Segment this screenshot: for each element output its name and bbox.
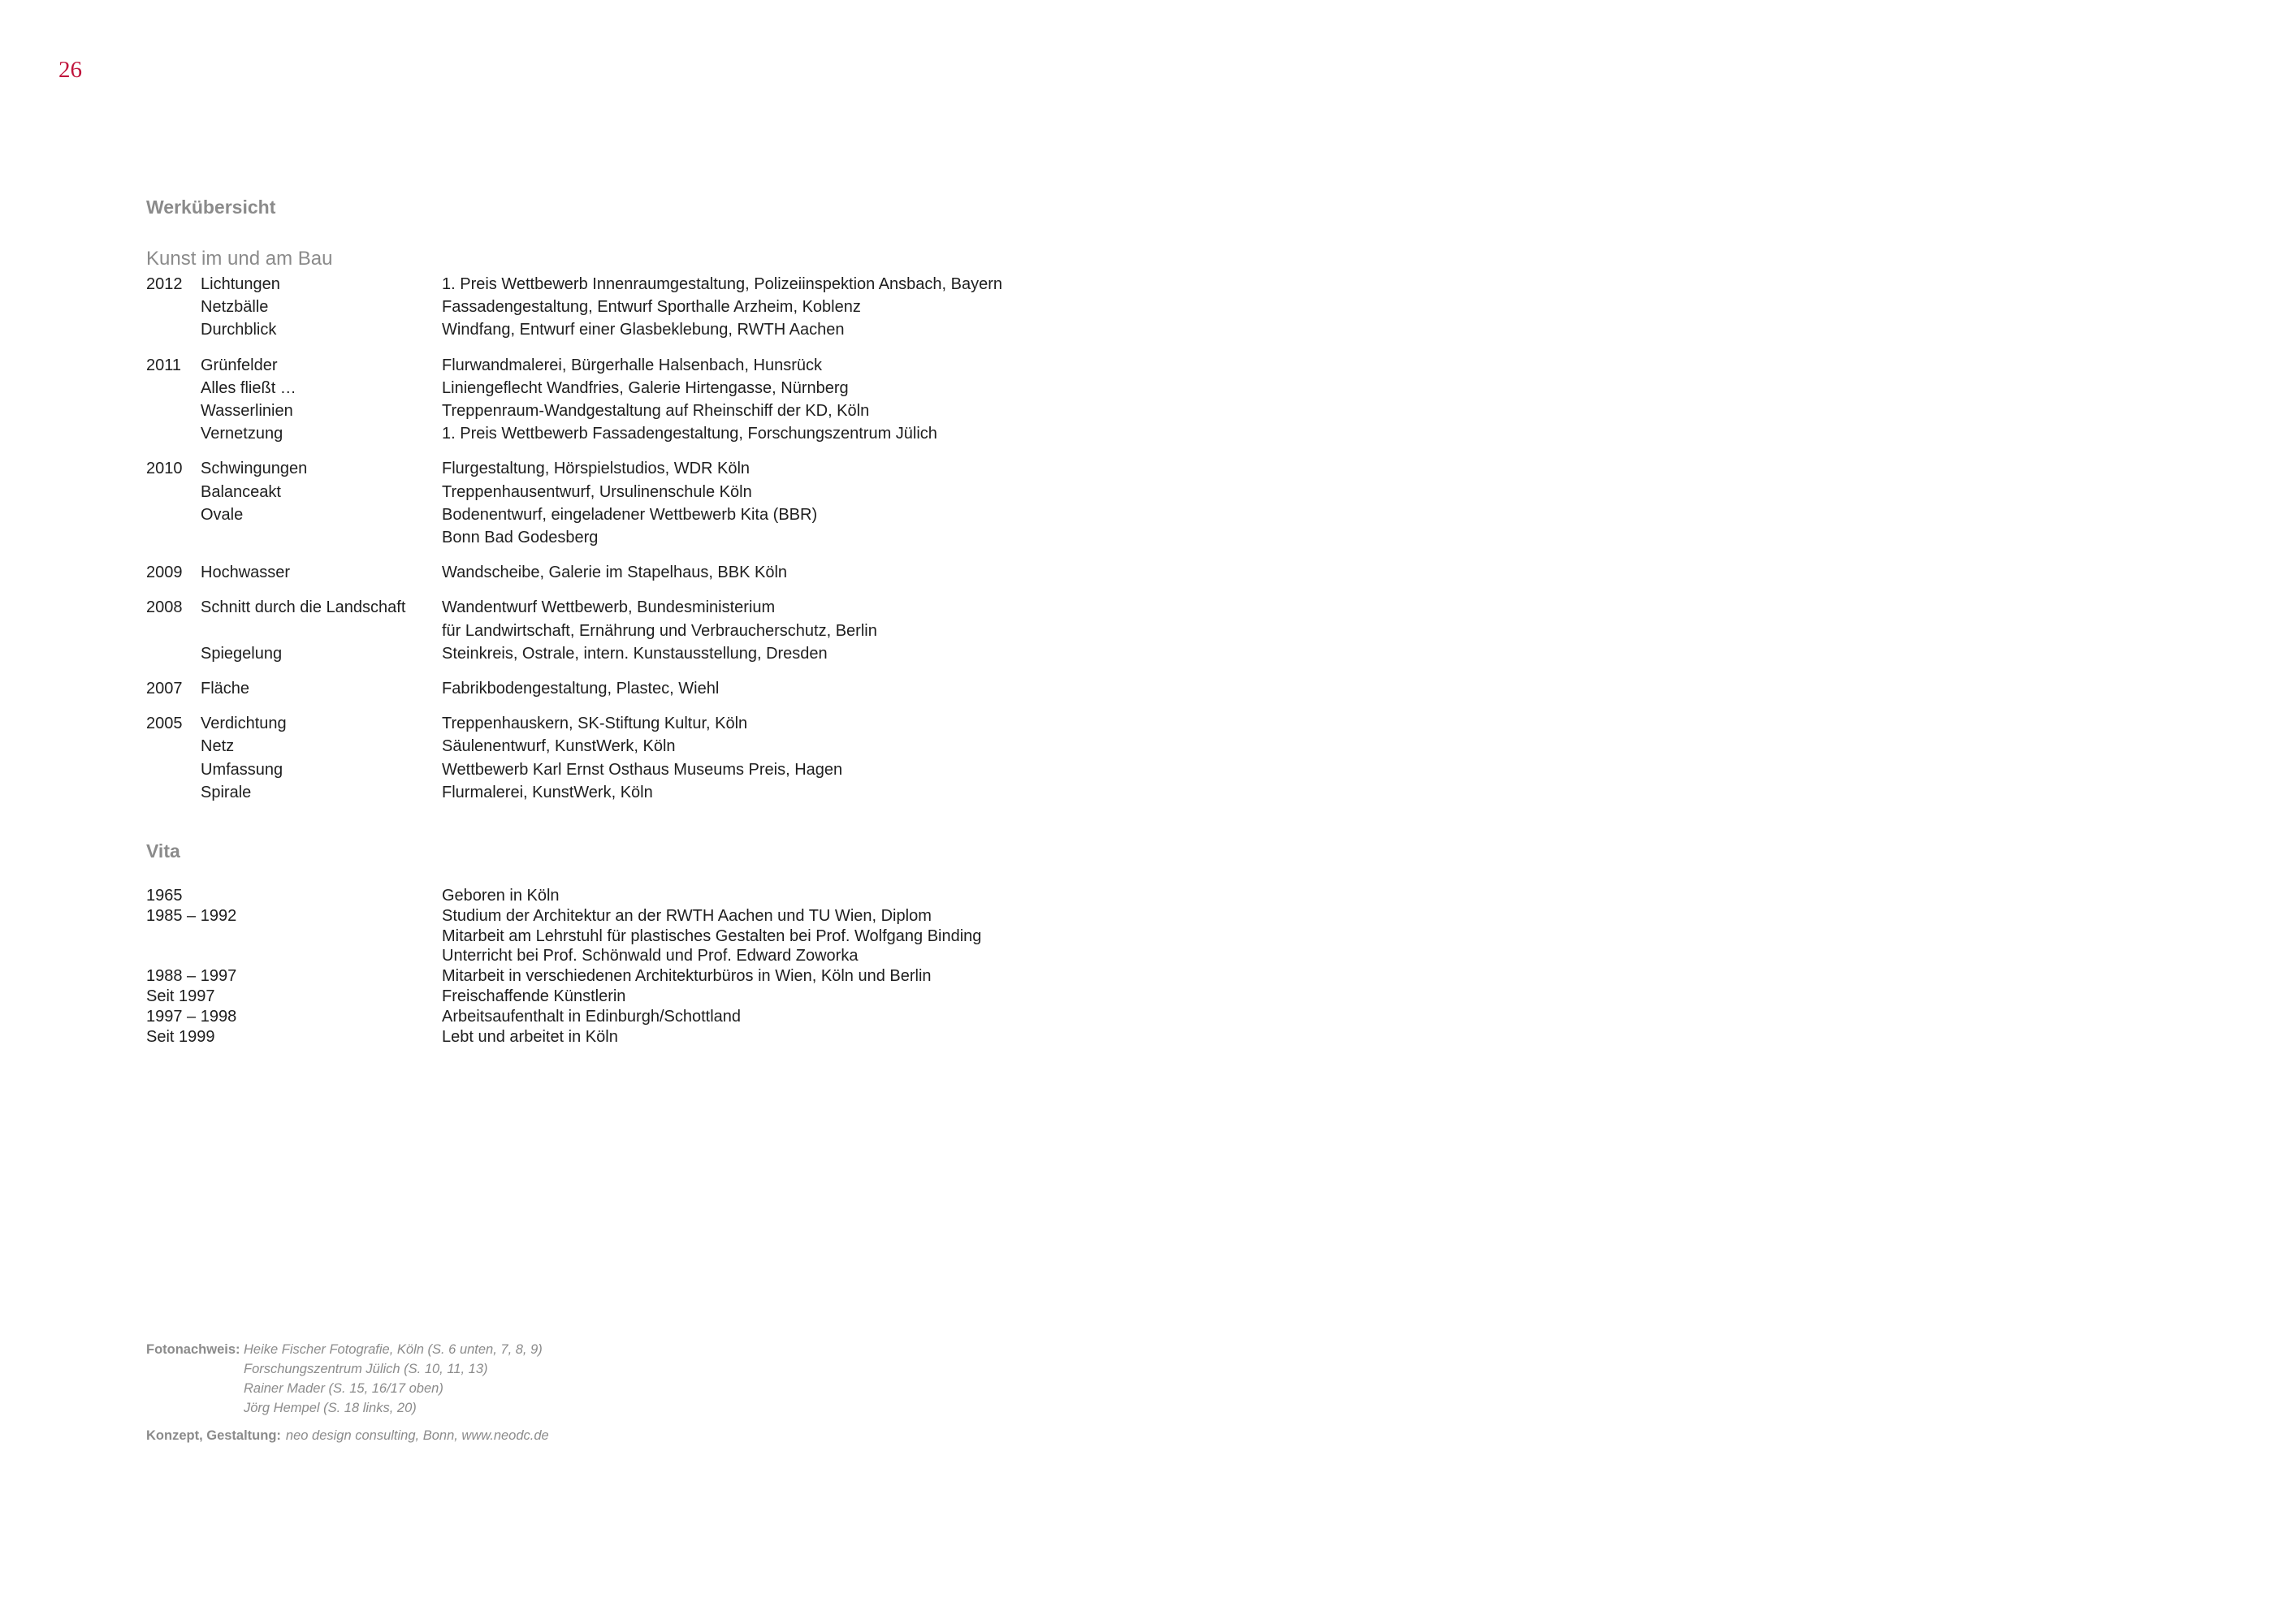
vita-date: Seit 1999 xyxy=(146,1027,215,1046)
vita-entry xyxy=(146,926,1283,947)
photo-credit-line xyxy=(146,1359,549,1379)
page-number: 26 xyxy=(58,57,82,83)
vita-heading: Vita xyxy=(146,840,180,862)
werk-title: Balanceakt xyxy=(201,482,281,501)
werk-year: 2011 xyxy=(146,356,182,374)
photo-credit-value: Rainer Mader (S. 15, 16/17 oben) xyxy=(244,1381,443,1396)
werk-title: Lichtungen xyxy=(201,275,280,293)
vita-text: Freischaffende Künstlerin xyxy=(442,987,626,1006)
photo-credit-line xyxy=(146,1379,549,1398)
werk-description: Treppenhauskern, SK-Stiftung Kultur, Köln xyxy=(442,715,748,733)
werk-description: Flurmalerei, KunstWerk, Köln xyxy=(442,783,653,801)
vita-text: Unterricht bei Prof. Schönwald und Prof. Edward Zoworka xyxy=(442,947,859,965)
werk-year: 2010 xyxy=(146,460,183,478)
vita-text: Mitarbeit in verschiedenen Architekturbüros in Wien, Köln und Berlin xyxy=(442,967,932,986)
photo-credit-line xyxy=(146,1398,549,1418)
werk-title: Schwingungen xyxy=(201,460,308,478)
werk-description: Bonn Bad Godesberg xyxy=(442,529,599,547)
werk-description: Flurgestaltung, Hörspielstudios, WDR Köln xyxy=(442,460,751,478)
vita-entry xyxy=(146,1007,1283,1027)
werk-entry xyxy=(146,596,1283,619)
werk-group xyxy=(146,354,1283,446)
werk-list xyxy=(146,273,1283,804)
vita-entry xyxy=(146,987,1283,1007)
vita-date: 1985 – 1992 xyxy=(146,906,237,925)
werk-title: Spiegelung xyxy=(201,644,283,663)
photo-credit-label: Fotonachweis: xyxy=(146,1342,240,1357)
werk-year: 2007 xyxy=(146,680,183,698)
photo-credit-label xyxy=(146,1359,244,1379)
vita-date xyxy=(146,926,442,947)
werk-group xyxy=(146,677,1283,700)
werk-year xyxy=(146,503,201,526)
design-credit-value: neo design consulting, Bonn, www.neodc.de xyxy=(285,1428,549,1443)
werk-title: Vernetzung xyxy=(201,425,283,443)
photo-credit-value: Jörg Hempel (S. 18 links, 20) xyxy=(244,1401,417,1415)
werk-entry xyxy=(146,781,1283,804)
werk-year xyxy=(146,781,201,804)
werk-description: Wandscheibe, Galerie im Stapelhaus, BBK Köln xyxy=(442,564,788,582)
werk-title: Ovale xyxy=(201,505,244,524)
werk-description: Säulenentwurf, KunstWerk, Köln xyxy=(442,737,676,756)
werk-description: Treppenhausentwurf, Ursulinenschule Köln xyxy=(442,482,752,501)
werk-description: Bodenentwurf, eingeladener Wettbewerb Kita (BBR) xyxy=(442,505,818,524)
design-credit xyxy=(146,1426,549,1445)
werk-group xyxy=(146,457,1283,549)
vita-date xyxy=(146,946,442,966)
vita-date: 1997 – 1998 xyxy=(146,1007,237,1026)
werk-entry xyxy=(146,735,1283,758)
werk-year xyxy=(146,526,201,549)
vita-text: Arbeitsaufenthalt in Edinburgh/Schottland xyxy=(442,1007,742,1026)
werk-entry xyxy=(146,712,1283,735)
werk-description: Fassadengestaltung, Entwurf Sporthalle Arzheim, Koblenz xyxy=(442,298,861,317)
werk-title xyxy=(201,620,442,642)
werk-entry xyxy=(146,481,1283,503)
werk-title: Spirale xyxy=(201,783,252,801)
werk-entry xyxy=(146,620,1283,642)
werk-year: 2005 xyxy=(146,715,183,733)
werk-year: 2009 xyxy=(146,564,183,582)
werk-year xyxy=(146,642,201,665)
werk-title: Grünfelder xyxy=(201,356,278,374)
vita-text: Studium der Architektur an der RWTH Aachen und TU Wien, Diplom xyxy=(442,906,932,925)
werk-entry xyxy=(146,400,1283,422)
photo-credits xyxy=(146,1340,549,1418)
werk-entry xyxy=(146,377,1283,400)
werk-description: Steinkreis, Ostrale, intern. Kunstausstellung, Dresden xyxy=(442,644,828,663)
vita-date: 1965 xyxy=(146,887,183,905)
werk-entry xyxy=(146,296,1283,318)
werk-group xyxy=(146,561,1283,584)
werk-title: Schnitt durch die Landschaft xyxy=(201,598,406,617)
werk-entry xyxy=(146,318,1283,341)
werk-description: Fabrikbodengestaltung, Plastec, Wiehl xyxy=(442,680,720,698)
werk-entry xyxy=(146,677,1283,700)
vita-text: Mitarbeit am Lehrstuhl für plastisches Gestalten bei Prof. Wolfgang Binding xyxy=(442,926,982,945)
vita-entry xyxy=(146,906,1283,926)
werk-group xyxy=(146,273,1283,342)
vita-list xyxy=(146,886,1283,1047)
werk-year xyxy=(146,735,201,758)
werk-year xyxy=(146,377,201,400)
vita-entry xyxy=(146,886,1283,906)
werk-title: Wasserlinien xyxy=(201,402,293,421)
werk-subheading: Kunst im und am Bau xyxy=(146,248,333,270)
werk-description: für Landwirtschaft, Ernährung und Verbraucherschutz, Berlin xyxy=(442,621,877,640)
werk-year xyxy=(146,400,201,422)
werk-title: Hochwasser xyxy=(201,564,291,582)
werk-title: Umfassung xyxy=(201,760,283,779)
vita-date: 1988 – 1997 xyxy=(146,967,237,986)
werk-entry xyxy=(146,422,1283,445)
werk-year xyxy=(146,318,201,341)
vita-text: Geboren in Köln xyxy=(442,887,560,905)
vita-section xyxy=(146,837,1283,1047)
werk-description: Wandentwurf Wettbewerb, Bundesministerium xyxy=(442,598,776,617)
werk-description: 1. Preis Wettbewerb Fassadengestaltung, Forschungszentrum Jülich xyxy=(442,425,937,443)
photo-credit-line xyxy=(146,1340,549,1359)
photo-credit-label xyxy=(146,1379,244,1398)
werk-description: Liniengeflecht Wandfries, Galerie Hirtengasse, Nürnberg xyxy=(442,378,849,397)
werk-year: 2008 xyxy=(146,598,183,617)
werk-entry xyxy=(146,561,1283,584)
vita-entry xyxy=(146,1027,1283,1047)
werk-entry xyxy=(146,526,1283,549)
vita-date: Seit 1997 xyxy=(146,987,215,1006)
photo-credit-label xyxy=(146,1398,244,1418)
werk-year xyxy=(146,758,201,781)
photo-credit-value: Heike Fischer Fotografie, Köln (S. 6 unten, 7, 8, 9) xyxy=(244,1342,543,1357)
werk-title: Alles fließt … xyxy=(201,378,296,397)
werk-entry xyxy=(146,758,1283,781)
werk-description: Flurwandmalerei, Bürgerhalle Halsenbach, Hunsrück xyxy=(442,356,822,374)
werk-title: Durchblick xyxy=(201,321,277,339)
werk-description: Windfang, Entwurf einer Glasbeklebung, RWTH Aachen xyxy=(442,321,845,339)
werk-year: 2012 xyxy=(146,275,183,293)
werk-year xyxy=(146,422,201,445)
credits xyxy=(146,1340,549,1445)
werk-year xyxy=(146,481,201,503)
werk-title xyxy=(201,526,442,549)
werk-title: Fläche xyxy=(201,680,250,698)
vita-entry xyxy=(146,946,1283,966)
vita-entry xyxy=(146,966,1283,987)
werk-title: Verdichtung xyxy=(201,715,287,733)
werk-group xyxy=(146,596,1283,665)
werk-entry xyxy=(146,457,1283,480)
main-content xyxy=(146,193,1283,1047)
werk-heading: Werkübersicht xyxy=(146,197,276,218)
werk-description: Wettbewerb Karl Ernst Osthaus Museums Preis, Hagen xyxy=(442,760,843,779)
design-credit-label: Konzept, Gestaltung: xyxy=(146,1428,281,1443)
werk-group xyxy=(146,712,1283,804)
werk-description: Treppenraum-Wandgestaltung auf Rheinschiff der KD, Köln xyxy=(442,402,870,421)
werk-title: Netz xyxy=(201,737,235,756)
werk-entry xyxy=(146,503,1283,526)
werk-entry xyxy=(146,642,1283,665)
werk-year xyxy=(146,296,201,318)
werk-entry xyxy=(146,354,1283,377)
werk-description: 1. Preis Wettbewerb Innenraumgestaltung, Polizeiinspektion Ansbach, Bayern xyxy=(442,275,1003,293)
vita-text: Lebt und arbeitet in Köln xyxy=(442,1027,618,1046)
photo-credit-value: Forschungszentrum Jülich (S. 10, 11, 13) xyxy=(244,1362,488,1376)
werk-year xyxy=(146,620,201,642)
werk-title: Netzbälle xyxy=(201,298,269,317)
werk-entry xyxy=(146,273,1283,296)
